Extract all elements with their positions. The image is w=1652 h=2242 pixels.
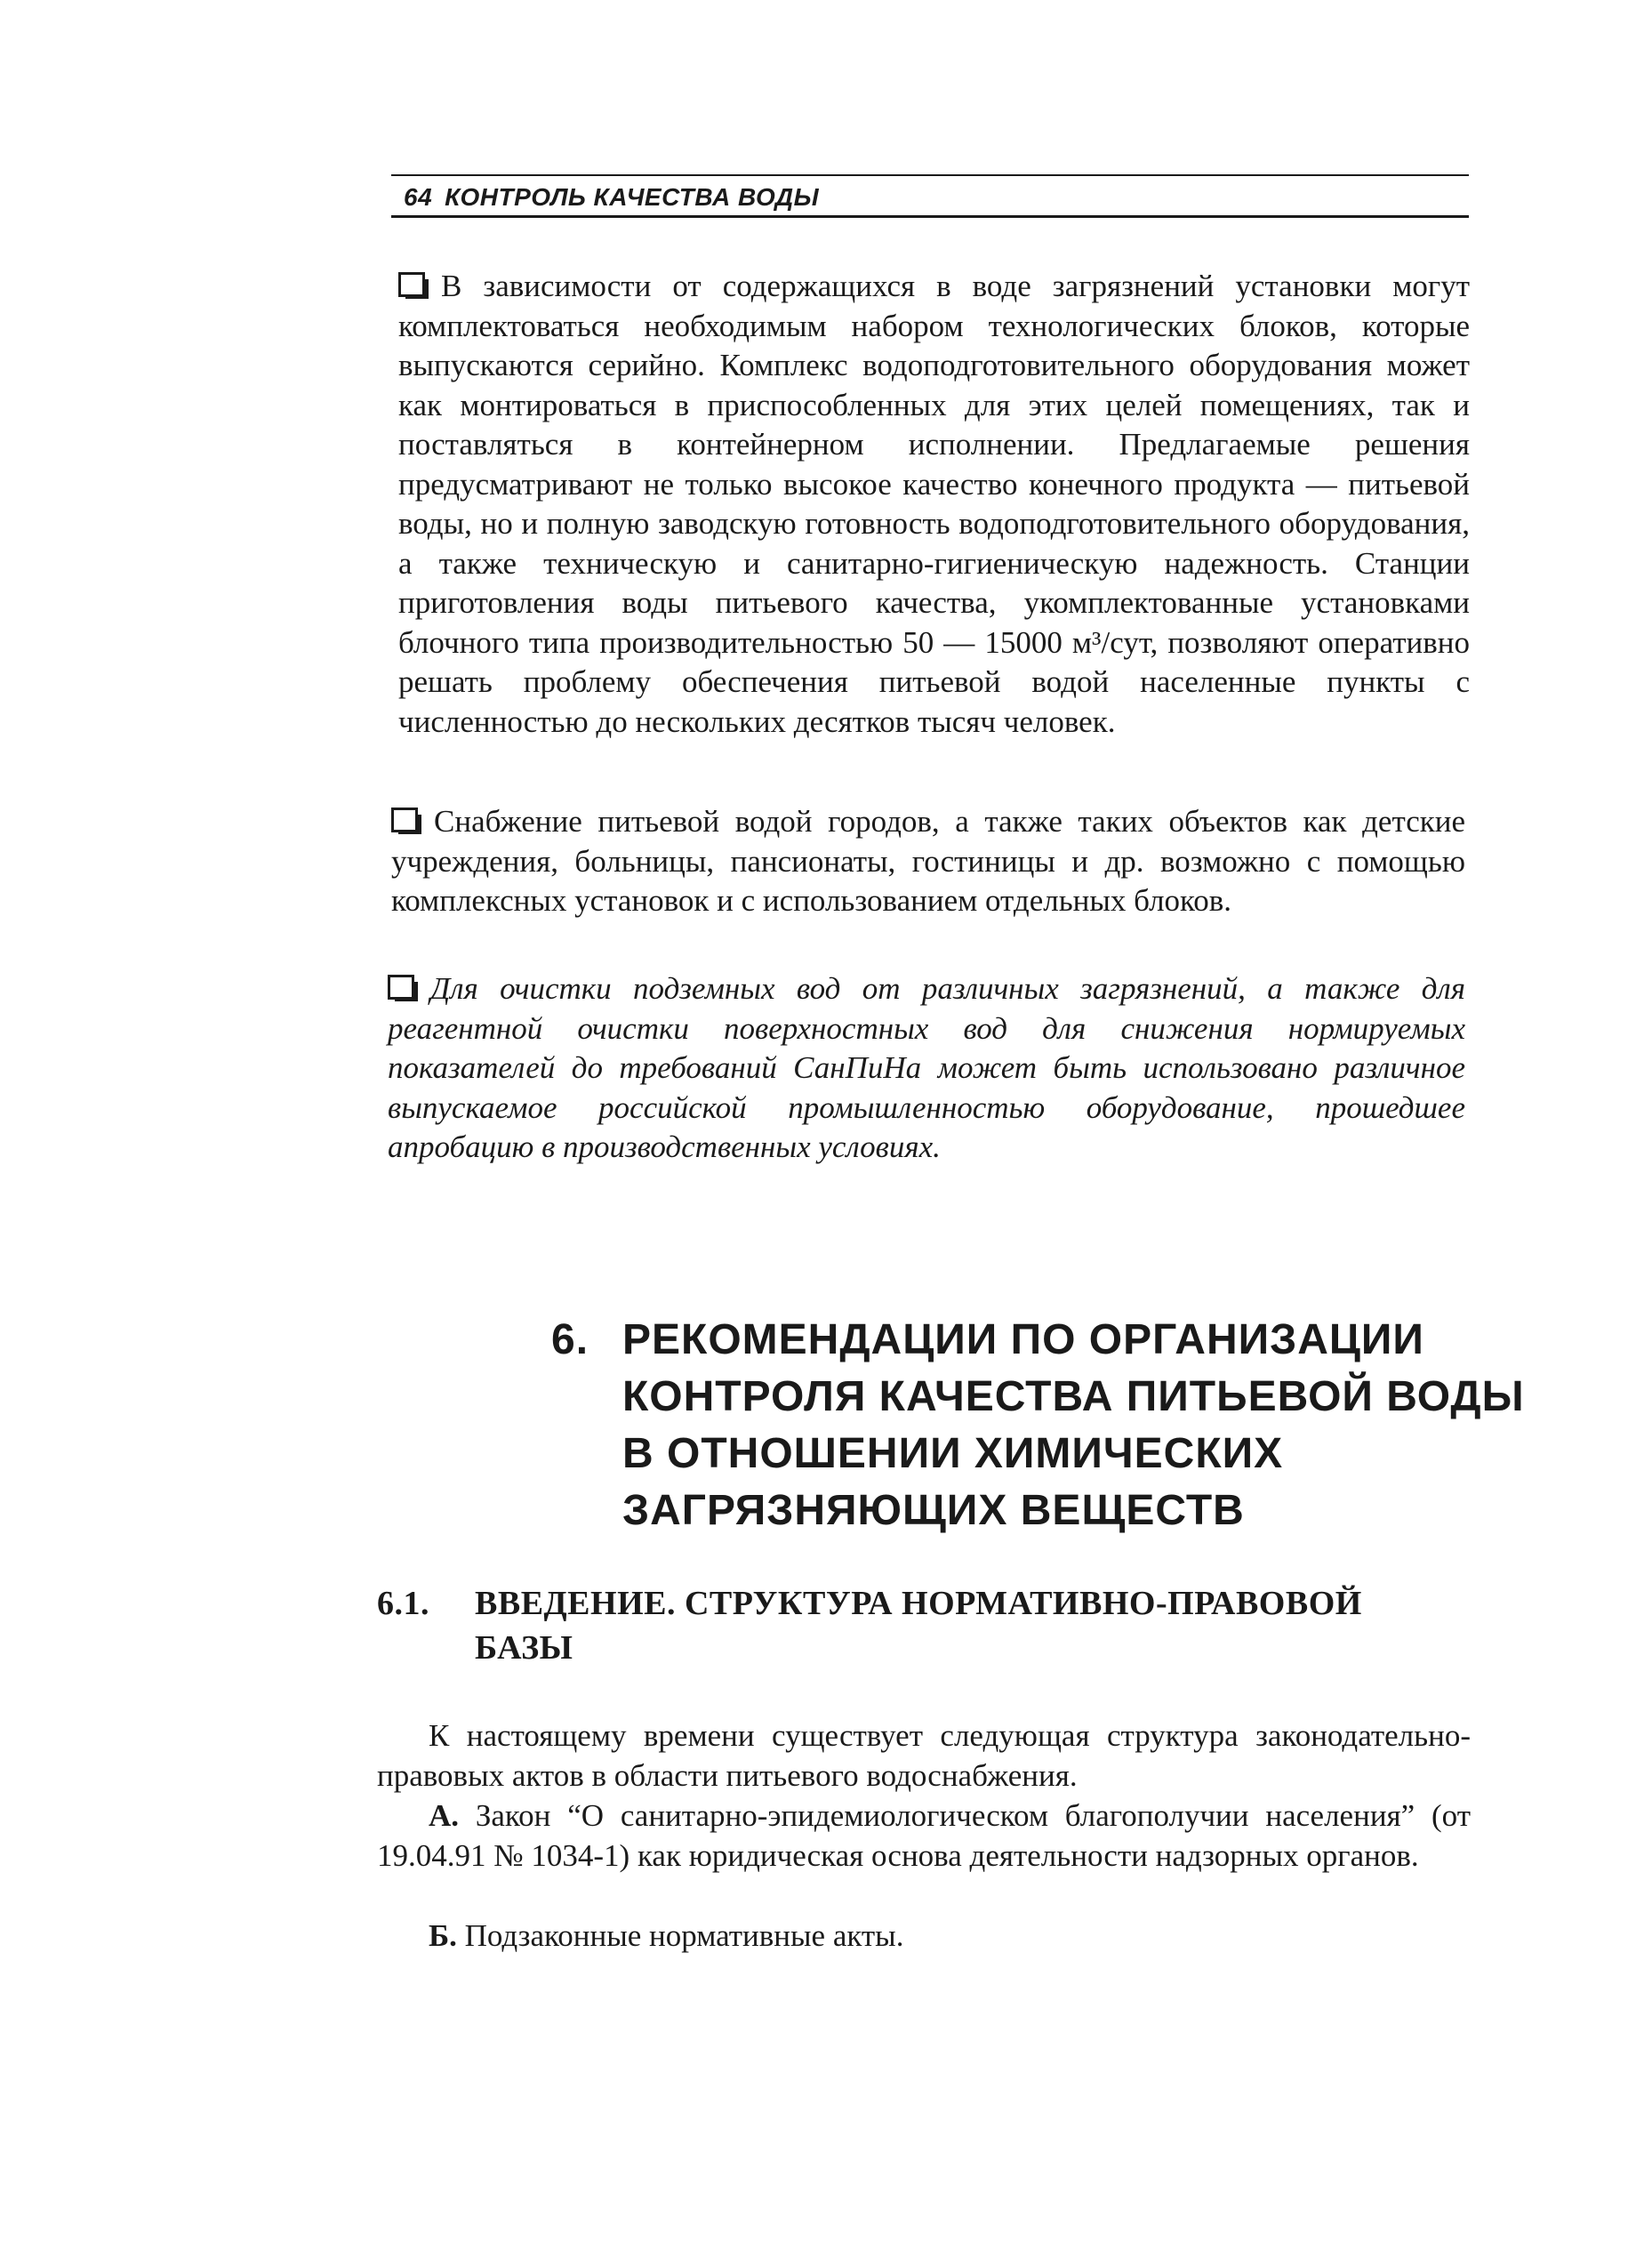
section-title-line-2: БАЗЫ	[475, 1629, 573, 1667]
header-text	[404, 183, 819, 212]
item-a-text: Закон “О санитарно-эпидемиологическом благополучии населения” (от 19.04.91 № 1034-1) как юридическая основа деятельности надзорных органов.	[377, 1798, 1471, 1873]
running-title: КОНТРОЛЬ КАЧЕСТВА ВОДЫ	[445, 183, 820, 211]
checkbox-bullet-icon	[388, 975, 418, 1001]
bullet-paragraph-3	[388, 969, 1465, 1168]
section-number: 6.1.	[377, 1585, 429, 1622]
checkbox-bullet-icon	[391, 808, 421, 834]
chapter-title-line-2: КОНТРОЛЯ КАЧЕСТВА ПИТЬЕВОЙ ВОДЫ	[622, 1373, 1525, 1420]
chapter-title-line-1: РЕКОМЕНДАЦИИ ПО ОРГАНИЗАЦИИ	[622, 1316, 1424, 1363]
header-rule-bottom	[391, 215, 1469, 218]
chapter-title	[551, 1312, 1529, 1539]
running-header	[391, 174, 1469, 219]
intro-paragraph: К настоящему времени существует следующая структура законодательно-правовых актов в области питьевого водоснабжения.	[377, 1718, 1471, 1793]
item-b-paragraph	[377, 1917, 1471, 1957]
page-number: 64	[404, 183, 433, 211]
item-a-paragraph	[377, 1796, 1471, 1876]
bullet-2-text: Снабжение питьевой водой городов, а также таких объектов как детские учреждения, больницы, пансионаты, гостиницы и др. возможно с помощью комплексных установок и с использованием отдельных блоков.	[391, 804, 1465, 918]
bullet-3-text: Для очистки подземных вод от различных загрязнений, а также для реагентной очистки поверхностных вод для снижения нормируемых показателей до требований СанПиНа может быть использовано различное выпускаемое российской промышленностью оборудование, прошедшее апробацию в производственных условиях.	[388, 971, 1465, 1164]
bullet-paragraph-2	[391, 802, 1465, 921]
checkbox-bullet-icon	[398, 272, 429, 299]
item-b-text: Подзаконные нормативные акты.	[464, 1918, 904, 1953]
chapter-title-line-3: В ОТНОШЕНИИ ХИМИЧЕСКИХ	[622, 1430, 1284, 1477]
chapter-title-line-4: ЗАГРЯЗНЯЮЩИХ ВЕЩЕСТВ	[622, 1487, 1245, 1534]
item-a-label: А.	[429, 1798, 460, 1833]
header-rule-top	[391, 174, 1469, 176]
bullet-1-text: В зависимости от содержащихся в воде загрязнений установки могут комплектоваться необходимым набором технологических блоков, которые выпускаются серийно. Комплекс водоподготовительного оборудования может как монтироваться в приспособленных для этих целей помещениях, так и поставляться в контейнерном исполнении. Предлагаемые решения предусматривают не только высокое качество конечного продукта — питьевой воды, но и полную заводскую готовность водоподготовительного оборудования, а также техническую и санитарно-гигиеническую надежность. Станции приготовления воды питьевого качества, укомплектованные установками блочного типа производительностью 50 — 15000 м³/сут, позволяют оперативно решать проблему обеспечения питьевой водой населенные пункты с численностью до нескольких десятков тысяч человек.	[398, 269, 1470, 739]
section-title	[377, 1581, 1488, 1670]
bullet-paragraph-1	[398, 267, 1470, 742]
section-title-line-1: ВВЕДЕНИЕ. СТРУКТУРА НОРМАТИВНО-ПРАВОВОЙ	[475, 1585, 1362, 1622]
item-b-label: Б.	[429, 1918, 457, 1953]
chapter-number: 6.	[551, 1316, 589, 1363]
